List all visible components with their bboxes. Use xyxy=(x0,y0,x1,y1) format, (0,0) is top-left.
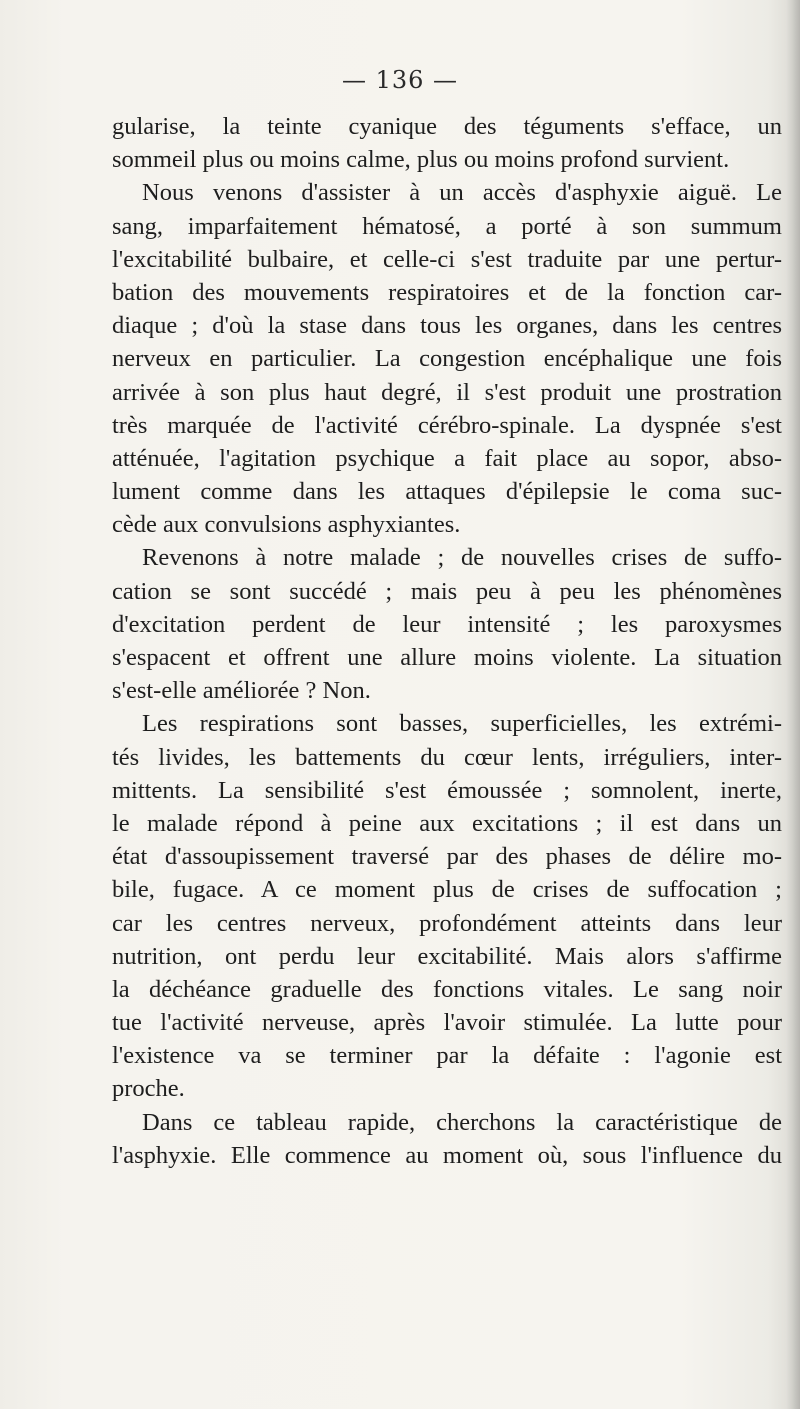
page-edge-shadow xyxy=(786,0,800,1409)
text-line: d'excitation perdent de leur intensité ; les paroxysmes xyxy=(112,610,782,638)
text-line: atténuée, l'agitation psychique a fait place au sopor, abso- xyxy=(112,444,782,472)
text-line: lument comme dans les attaques d'épilepsie le coma suc- xyxy=(112,478,782,506)
text-line: nutrition, ont perdu leur excitabilité. Mais alors s'affirme xyxy=(112,942,782,970)
text-line: état d'assoupissement traversé par des phases de délire mo- xyxy=(112,843,782,871)
text-line: car les centres nerveux, profondément atteints dans leur xyxy=(112,909,782,937)
text-line: cation se sont succédé ; mais peu à peu les phénomènes xyxy=(112,577,782,605)
text-line: Dans ce tableau rapide, cherchons la caractéristique de xyxy=(142,1108,782,1136)
text-line: Les respirations sont basses, superficielles, les extrémi- xyxy=(142,710,782,738)
text-line: tue l'activité nerveuse, après l'avoir stimulée. La lutte pour xyxy=(112,1009,782,1037)
text-line: diaque ; d'où la stase dans tous les organes, dans les centres xyxy=(112,312,782,340)
text-line: très marquée de l'activité cérébro-spinale. La dyspnée s'est xyxy=(112,411,782,439)
text-line: l'asphyxie. Elle commence au moment où, sous l'influence du xyxy=(112,1141,782,1169)
text-line: l'existence va se terminer par la défaite : l'agonie est xyxy=(112,1042,782,1070)
text-line: arrivée à son plus haut degré, il s'est produit une prostration xyxy=(112,378,782,406)
text-line: bile, fugace. A ce moment plus de crises de suffocation ; xyxy=(112,876,782,904)
text-line: l'excitabilité bulbaire, et celle-ci s'est traduite par une pertur- xyxy=(112,245,782,273)
text-line: le malade répond à peine aux excitations ; il est dans un xyxy=(112,809,782,837)
text-line: sang, imparfaitement hématosé, a porté à son summum xyxy=(112,212,782,240)
body-text xyxy=(112,110,782,1172)
text-line: gularise, la teinte cyanique des téguments s'efface, un xyxy=(112,113,782,140)
text-line: cède aux convulsions asphyxiantes. xyxy=(112,511,461,539)
text-line: bation des mouvements respiratoires et de la fonction car- xyxy=(112,278,782,306)
text-line: Revenons à notre malade ; de nouvelles crises de suffo- xyxy=(142,544,782,572)
text-line: nerveux en particulier. La congestion encéphalique une fois xyxy=(112,345,782,373)
text-line: mittents. La sensibilité s'est émoussée ; somnolent, inerte, xyxy=(112,776,782,804)
text-line: proche. xyxy=(112,1075,185,1103)
text-line: la déchéance graduelle des fonctions vitales. Le sang noir xyxy=(112,975,782,1003)
text-line: tés livides, les battements du cœur lents, irréguliers, inter- xyxy=(112,743,782,771)
text-line: s'espacent et offrent une allure moins violente. La situation xyxy=(112,644,782,671)
text-line: s'est-elle améliorée ? Non. xyxy=(112,677,371,705)
text-line: sommeil plus ou moins calme, plus ou moins profond survient. xyxy=(112,146,730,174)
text-line: Nous venons d'assister à un accès d'asphyxie aiguë. Le xyxy=(142,179,782,207)
page-number: — 136 — xyxy=(341,66,459,94)
